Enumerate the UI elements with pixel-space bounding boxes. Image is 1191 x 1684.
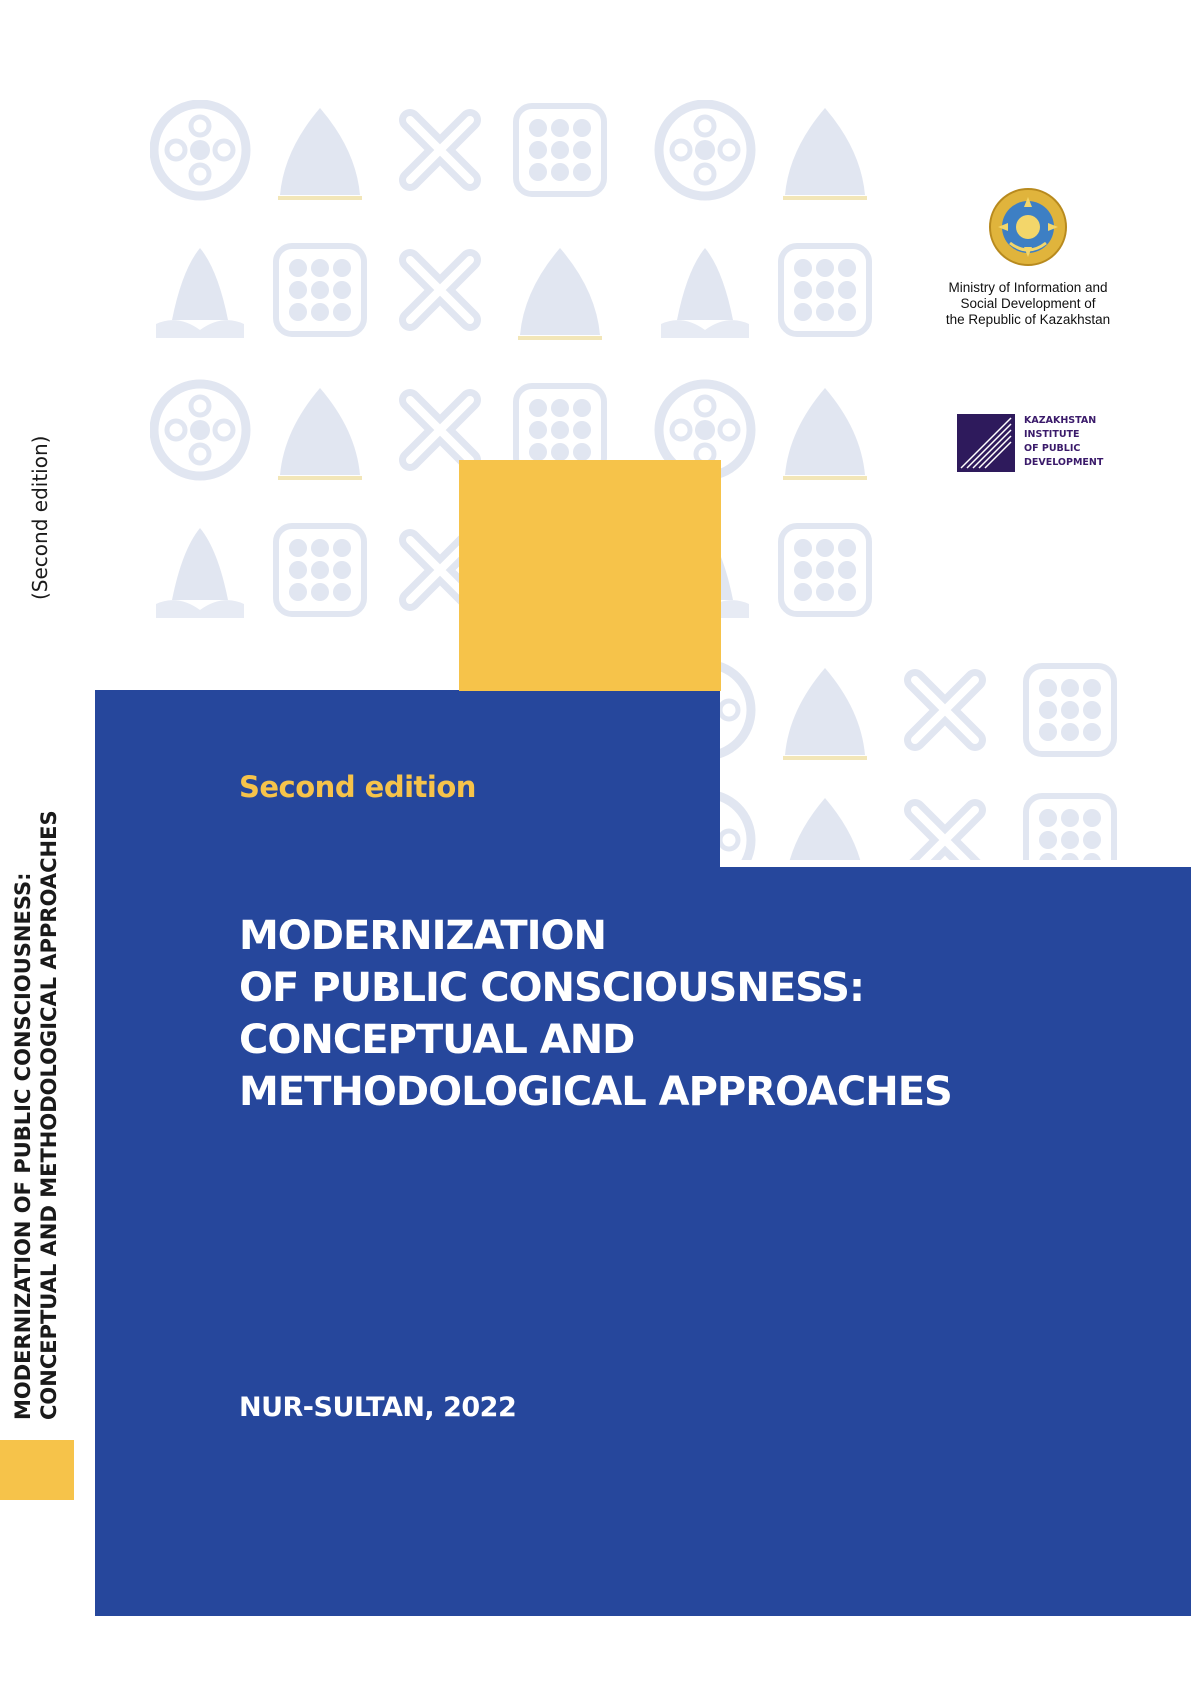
- institute-line-4: DEVELOPMENT: [1024, 457, 1104, 468]
- institute-line-3: OF PUBLIC: [1024, 443, 1081, 454]
- title-line-1: MODERNIZATION: [239, 913, 606, 959]
- ministry-line-3: the Republic of Kazakhstan: [945, 312, 1111, 327]
- spine-edition: (Second edition): [28, 435, 52, 600]
- edition-label: Second edition: [239, 770, 476, 804]
- spine-title-line-2: CONCEPTUAL AND METHODOLOGICAL APPROACHES: [37, 810, 61, 1420]
- institute-line-1: KAZAKHSTAN: [1024, 415, 1097, 426]
- ministry-line-1: Ministry of Information and: [948, 280, 1108, 295]
- ministry-line-2: Social Development of: [960, 296, 1096, 311]
- state-emblem-icon: [988, 187, 1068, 267]
- institute-name: [1024, 414, 1103, 470]
- institute-logo-icon: [957, 414, 1015, 472]
- cover-blue-panel: [95, 690, 720, 1616]
- ministry-name: [920, 280, 1136, 328]
- cover-yellow-block: [459, 460, 721, 691]
- spine-title-line-1: MODERNIZATION OF PUBLIC CONSCIOUSNESS:: [11, 872, 35, 1420]
- spine-accent-block: [0, 1440, 74, 1500]
- institute-line-2: INSTITUTE: [1024, 429, 1080, 440]
- place-year: NUR-SULTAN, 2022: [239, 1392, 517, 1423]
- title-line-4: METHODOLOGICAL APPROACHES: [239, 1069, 952, 1115]
- spine-title: [10, 435, 62, 1420]
- book-title: [239, 910, 1099, 1118]
- title-line-3: CONCEPTUAL AND: [239, 1017, 635, 1063]
- title-line-2: OF PUBLIC CONSCIOUSNESS:: [239, 965, 864, 1011]
